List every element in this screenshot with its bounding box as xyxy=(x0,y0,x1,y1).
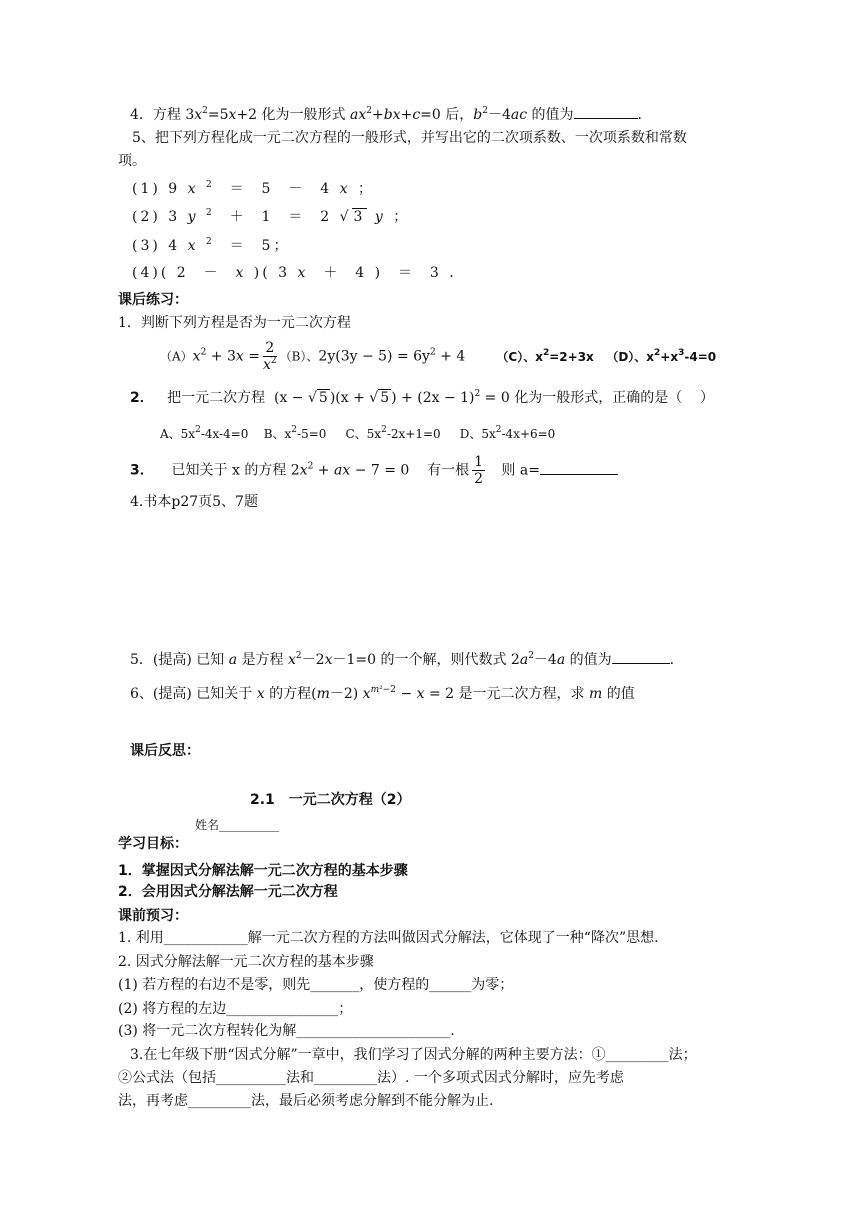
goals-heading: 学习目标： xyxy=(118,836,188,852)
practice-1-options: $(A)x^2 + 3x$ = $\frac{2}{x^2}$ （B）、$2y(3y - 5) = 6y^2 + 4$ （C）、$x^2=2+3x$ （D）、$x^2+x^3-4=0$ xyxy=(160,340,717,373)
name-label: 姓名__________ xyxy=(195,818,280,832)
goal-2: 2．会用因式分解法解一元二次方程 xyxy=(118,884,338,900)
preview-2: 2. 因式分解法解一元二次方程的基本步骤 xyxy=(118,954,374,970)
question-5-item-3: (3) 4 x $^2$ ＝ 5； xyxy=(132,237,291,254)
preview-2-step-3: (3) 将一元二次方程转化为解______________________. xyxy=(118,1023,455,1039)
preview-3-line-1: 3.在七年级下册“因式分解”一章中，我们学习了因式分解的两种主要方法：①_________法； xyxy=(130,1047,697,1063)
practice-heading: 课后练习： xyxy=(118,292,188,308)
question-5-line-1: 5、把下列方程化成一元二次方程的一般形式，并写出它的二次项系数、一次项系数和常数 xyxy=(132,130,687,146)
preview-2-step-1: (1) 若方程的右边不是零，则先_______，使方程的______为零； xyxy=(118,977,514,993)
practice-4: 4.书本p27页5、7题 xyxy=(130,494,258,510)
question-5-item-4: (4)( 2 － x )( 3 x ＋ 4 ) ＝ 3 . xyxy=(132,265,457,281)
question-5-line-2: 项。 xyxy=(118,153,146,169)
reflection-heading: 课后反思： xyxy=(130,743,200,759)
practice-1: 1．判断下列方程是否为一元二次方程 xyxy=(118,315,351,331)
preview-3-line-2: ②公式法（包括__________法和_________法）. 一个多项式因式分解时，应先考虑 xyxy=(118,1070,624,1086)
section-title: 2.1 一元二次方程（2） xyxy=(250,792,411,808)
preview-heading: 课前预习： xyxy=(118,908,188,924)
practice-6: 6、(提高) 已知关于 x 的方程(m－2) $x^{m^2-2} - x = 2$ 是一元二次方程，求 m 的值 xyxy=(130,685,635,702)
practice-2: 2． 把一元二次方程 (x − √ 5 )(x + √ 5 ) + $(2x - 1)^2 = 0$ 化为一般形式，正确的是（ ） xyxy=(130,389,715,406)
goal-1: 1．掌握因式分解法解一元二次方程的基本步骤 xyxy=(118,863,408,879)
question-5-item-1: (1) 9 x $^2$ ＝ 5 － 4 x ； xyxy=(132,180,375,197)
practice-5: 5．(提高) 已知 a 是方程 $x^2-2x-1=0$ 的一个解，则代数式 $2a^2-4a$ 的值为 . xyxy=(130,651,675,668)
practice-3: 3． 已知关于 x 的方程 $2x^2$ + ax − 7 = 0 有一根 $\frac{1}{2}$ 则 a= xyxy=(130,454,618,487)
preview-3-line-3: 法，再考虑_________法，最后必须考虑分解到不能分解为止. xyxy=(118,1093,494,1109)
preview-2-step-2: (2) 将方程的左边________________； xyxy=(118,1001,353,1017)
preview-1: 1. 利用____________解一元二次方程的方法叫做因式分解法，它体现了一种“降次”思想. xyxy=(118,930,659,946)
question-4: 4．方程 $3x^2=5x+2$ 化为一般形式 $ax^2+bx+c=0$ 后，$b^2-4ac$ 的值为 . xyxy=(130,106,642,123)
practice-2-options: A、$5x^2-4x-4=0$ B、$x^2-5=0$ C、$5x^2-2x+1=0$ D、$5x^2-4x+6=0$ xyxy=(160,425,556,441)
question-5-item-2: (2) 3 y $^2$ ＋ 1 ＝ 2 √ 3 y ； xyxy=(132,208,411,225)
